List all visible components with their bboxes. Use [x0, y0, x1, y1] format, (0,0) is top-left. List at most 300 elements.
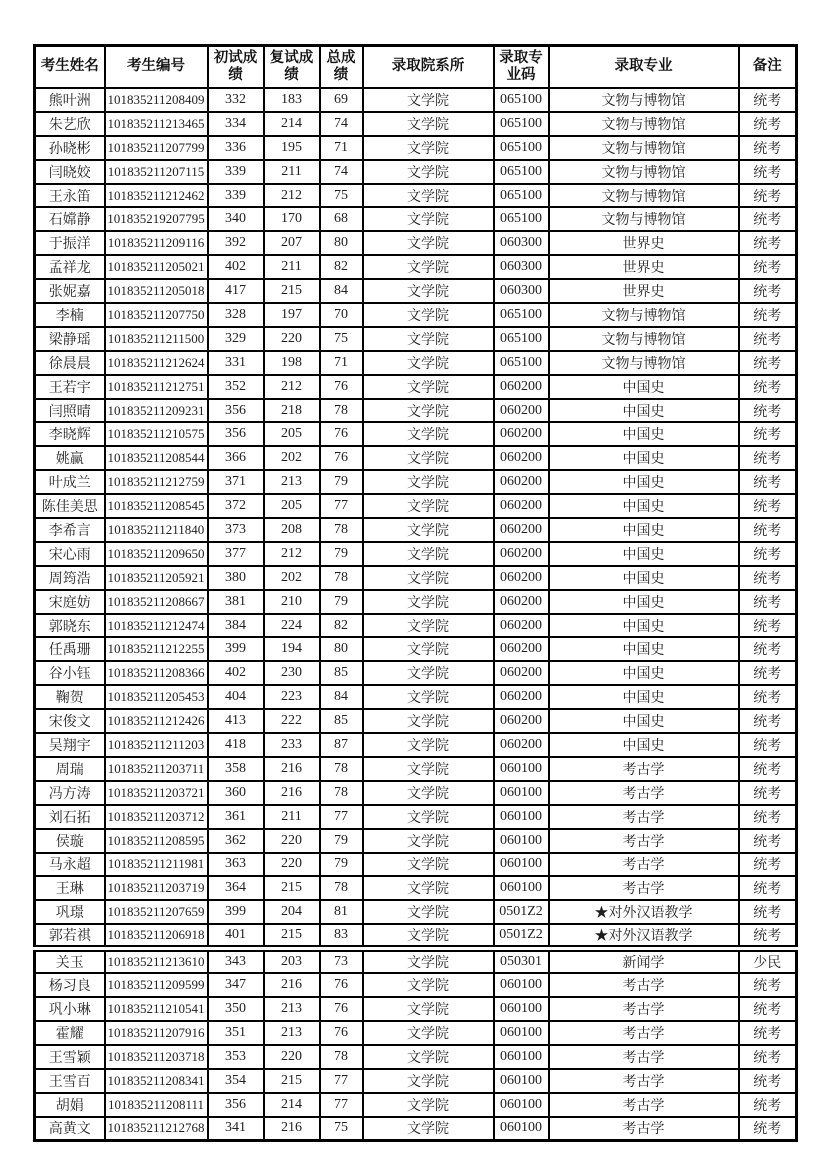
major-code-cell: 065100	[494, 351, 549, 375]
major-code-cell: 060100	[494, 805, 549, 829]
major-code-cell: 060200	[494, 614, 549, 638]
major-name-cell: 考古学	[549, 757, 739, 781]
major-code-cell: 060200	[494, 590, 549, 614]
total-score-cell: 78	[320, 781, 363, 805]
candidate-name-cell: 周筠浩	[35, 566, 105, 590]
admission-department-cell: 文学院	[363, 733, 494, 757]
retest-score-cell: 215	[264, 876, 320, 900]
candidate-name-cell: 朱艺欣	[35, 112, 105, 136]
total-score-cell: 77	[320, 1069, 363, 1093]
remark-cell: 统考	[739, 1045, 797, 1069]
initial-score-cell: 413	[208, 709, 264, 733]
initial-score-cell: 404	[208, 685, 264, 709]
column-header-total-score: 总成绩	[320, 46, 363, 89]
total-score-cell: 75	[320, 1117, 363, 1141]
retest-score-cell: 220	[264, 829, 320, 853]
initial-score-cell: 347	[208, 973, 264, 997]
table-row	[35, 255, 797, 279]
candidate-name-cell: 鞠贺	[35, 685, 105, 709]
remark-cell: 统考	[739, 1117, 797, 1141]
initial-score-cell: 417	[208, 279, 264, 303]
major-name-cell: 文物与博物馆	[549, 327, 739, 351]
major-code-cell: 060200	[494, 542, 549, 566]
initial-score-cell: 402	[208, 661, 264, 685]
major-name-cell: 中国史	[549, 733, 739, 757]
table-row	[35, 566, 797, 590]
column-header-remark: 备注	[739, 46, 797, 89]
total-score-cell: 80	[320, 231, 363, 255]
candidate-name-cell: 姚赢	[35, 446, 105, 470]
remark-cell: 统考	[739, 470, 797, 494]
table-row	[35, 160, 797, 184]
candidate-name-cell: 宋心雨	[35, 542, 105, 566]
initial-score-cell: 354	[208, 1069, 264, 1093]
candidate-id-cell: 101835211208667	[105, 590, 208, 614]
remark-cell: 统考	[739, 924, 797, 949]
initial-score-cell: 332	[208, 88, 264, 112]
table-row	[35, 375, 797, 399]
candidate-id-cell: 101835211205021	[105, 255, 208, 279]
major-code-cell: 060300	[494, 231, 549, 255]
retest-score-cell: 223	[264, 685, 320, 709]
total-score-cell: 85	[320, 661, 363, 685]
remark-cell: 统考	[739, 136, 797, 160]
total-score-cell: 78	[320, 518, 363, 542]
major-name-cell: 中国史	[549, 614, 739, 638]
retest-score-cell: 197	[264, 303, 320, 327]
candidate-id-cell: 101835211203712	[105, 805, 208, 829]
initial-score-cell: 336	[208, 136, 264, 160]
admission-department-cell: 文学院	[363, 973, 494, 997]
table-row	[35, 207, 797, 231]
major-code-cell: 060100	[494, 853, 549, 877]
candidate-name-cell: 徐晨晨	[35, 351, 105, 375]
initial-score-cell: 363	[208, 853, 264, 877]
admission-department-cell: 文学院	[363, 1093, 494, 1117]
table-row	[35, 805, 797, 829]
remark-cell: 统考	[739, 853, 797, 877]
initial-score-cell: 353	[208, 1045, 264, 1069]
initial-score-cell: 358	[208, 757, 264, 781]
major-code-cell: 060200	[494, 733, 549, 757]
remark-cell: 统考	[739, 518, 797, 542]
major-name-cell: 考古学	[549, 1021, 739, 1045]
initial-score-cell: 340	[208, 207, 264, 231]
candidate-name-cell: 孟祥龙	[35, 255, 105, 279]
major-name-cell: 中国史	[549, 399, 739, 423]
major-code-cell: 060200	[494, 494, 549, 518]
candidate-name-cell: 巩小琳	[35, 997, 105, 1021]
total-score-cell: 81	[320, 900, 363, 924]
retest-score-cell: 202	[264, 566, 320, 590]
initial-score-cell: 331	[208, 351, 264, 375]
retest-score-cell: 216	[264, 1117, 320, 1141]
remark-cell: 统考	[739, 876, 797, 900]
initial-score-cell: 402	[208, 255, 264, 279]
retest-score-cell: 211	[264, 805, 320, 829]
table-row	[35, 733, 797, 757]
remark-cell: 统考	[739, 1093, 797, 1117]
candidate-name-cell: 任禹珊	[35, 637, 105, 661]
candidate-id-cell: 101835211207659	[105, 900, 208, 924]
major-code-cell: 060100	[494, 997, 549, 1021]
retest-score-cell: 210	[264, 590, 320, 614]
retest-score-cell: 216	[264, 757, 320, 781]
candidate-id-cell: 101835211208409	[105, 88, 208, 112]
table-row	[35, 949, 797, 974]
total-score-cell: 79	[320, 853, 363, 877]
major-name-cell: 文物与博物馆	[549, 351, 739, 375]
candidate-name-cell: 谷小钰	[35, 661, 105, 685]
major-name-cell: 世界史	[549, 231, 739, 255]
candidate-id-cell: 101835211212768	[105, 1117, 208, 1141]
major-name-cell: 文物与博物馆	[549, 136, 739, 160]
admission-department-cell: 文学院	[363, 279, 494, 303]
total-score-cell: 76	[320, 446, 363, 470]
candidate-name-cell: 陈佳美思	[35, 494, 105, 518]
total-score-cell: 73	[320, 949, 363, 974]
initial-score-cell: 399	[208, 637, 264, 661]
admission-department-cell: 文学院	[363, 829, 494, 853]
total-score-cell: 78	[320, 399, 363, 423]
column-header-major-name: 录取专业	[549, 46, 739, 89]
major-name-cell: 中国史	[549, 566, 739, 590]
initial-score-cell: 380	[208, 566, 264, 590]
retest-score-cell: 214	[264, 1093, 320, 1117]
retest-score-cell: 213	[264, 1021, 320, 1045]
major-name-cell: 中国史	[549, 685, 739, 709]
table-row	[35, 1117, 797, 1141]
retest-score-cell: 233	[264, 733, 320, 757]
major-name-cell: 中国史	[549, 375, 739, 399]
major-code-cell: 060200	[494, 709, 549, 733]
candidate-id-cell: 101835211208545	[105, 494, 208, 518]
total-score-cell: 78	[320, 876, 363, 900]
candidate-id-cell: 101835211207750	[105, 303, 208, 327]
admission-department-cell: 文学院	[363, 446, 494, 470]
initial-score-cell: 356	[208, 422, 264, 446]
table-header	[35, 46, 797, 89]
remark-cell: 统考	[739, 494, 797, 518]
remark-cell: 统考	[739, 566, 797, 590]
major-name-cell: 世界史	[549, 255, 739, 279]
candidate-name-cell: 郭晓东	[35, 614, 105, 638]
candidate-name-cell: 李希言	[35, 518, 105, 542]
table-row	[35, 351, 797, 375]
total-score-cell: 79	[320, 470, 363, 494]
admission-department-cell: 文学院	[363, 351, 494, 375]
candidate-id-cell: 101835211211840	[105, 518, 208, 542]
table-row	[35, 518, 797, 542]
column-header-initial-score: 初试成绩	[208, 46, 264, 89]
admission-department-cell: 文学院	[363, 1045, 494, 1069]
retest-score-cell: 230	[264, 661, 320, 685]
remark-cell: 统考	[739, 997, 797, 1021]
table-row	[35, 661, 797, 685]
column-header-retest-score: 复试成绩	[264, 46, 320, 89]
major-code-cell: 060100	[494, 1045, 549, 1069]
remark-cell: 统考	[739, 184, 797, 208]
total-score-cell: 74	[320, 112, 363, 136]
remark-cell: 统考	[739, 279, 797, 303]
remark-cell: 少民	[739, 949, 797, 974]
candidate-name-cell: 王雪颖	[35, 1045, 105, 1069]
major-code-cell: 060200	[494, 446, 549, 470]
major-code-cell: 065100	[494, 303, 549, 327]
total-score-cell: 68	[320, 207, 363, 231]
major-name-cell: 文物与博物馆	[549, 184, 739, 208]
retest-score-cell: 222	[264, 709, 320, 733]
admission-department-cell: 文学院	[363, 542, 494, 566]
remark-cell: 统考	[739, 1069, 797, 1093]
table-row	[35, 685, 797, 709]
candidate-id-cell: 101835211208341	[105, 1069, 208, 1093]
total-score-cell: 82	[320, 614, 363, 638]
candidate-id-cell: 101835211212462	[105, 184, 208, 208]
candidate-name-cell: 闫晓姣	[35, 160, 105, 184]
major-name-cell: 中国史	[549, 637, 739, 661]
retest-score-cell: 203	[264, 949, 320, 974]
candidate-name-cell: 孙晓彬	[35, 136, 105, 160]
major-name-cell: 考古学	[549, 973, 739, 997]
major-code-cell: 065100	[494, 112, 549, 136]
candidate-name-cell: 关玉	[35, 949, 105, 974]
admission-department-cell: 文学院	[363, 470, 494, 494]
table-row	[35, 614, 797, 638]
candidate-name-cell: 宋俊文	[35, 709, 105, 733]
initial-score-cell: 361	[208, 805, 264, 829]
major-code-cell: 060200	[494, 637, 549, 661]
major-name-cell: 考古学	[549, 1069, 739, 1093]
total-score-cell: 84	[320, 279, 363, 303]
major-name-cell: 文物与博物馆	[549, 160, 739, 184]
table-row	[35, 829, 797, 853]
major-name-cell: 考古学	[549, 781, 739, 805]
total-score-cell: 71	[320, 136, 363, 160]
table-body	[35, 88, 797, 1140]
candidate-name-cell: 梁静瑶	[35, 327, 105, 351]
total-score-cell: 76	[320, 973, 363, 997]
column-header-candidate-id: 考生编号	[105, 46, 208, 89]
initial-score-cell: 401	[208, 924, 264, 949]
candidate-name-cell: 张妮嘉	[35, 279, 105, 303]
major-name-cell: 考古学	[549, 1117, 739, 1141]
column-header-major-code: 录取专业码	[494, 46, 549, 89]
table-row	[35, 112, 797, 136]
candidate-id-cell: 101835211207916	[105, 1021, 208, 1045]
candidate-id-cell: 101835211210541	[105, 997, 208, 1021]
admission-department-cell: 文学院	[363, 399, 494, 423]
initial-score-cell: 329	[208, 327, 264, 351]
candidate-name-cell: 巩璟	[35, 900, 105, 924]
candidate-name-cell: 叶成兰	[35, 470, 105, 494]
major-code-cell: 060100	[494, 1117, 549, 1141]
header-row	[35, 46, 797, 89]
total-score-cell: 77	[320, 805, 363, 829]
admission-department-cell: 文学院	[363, 900, 494, 924]
candidate-name-cell: 冯方涛	[35, 781, 105, 805]
admission-department-cell: 文学院	[363, 231, 494, 255]
admission-department-cell: 文学院	[363, 207, 494, 231]
total-score-cell: 78	[320, 1045, 363, 1069]
major-code-cell: 060100	[494, 1021, 549, 1045]
total-score-cell: 74	[320, 160, 363, 184]
candidate-name-cell: 王永笛	[35, 184, 105, 208]
admission-results-table	[33, 44, 798, 1142]
retest-score-cell: 212	[264, 542, 320, 566]
candidate-name-cell: 郭若祺	[35, 924, 105, 949]
initial-score-cell: 343	[208, 949, 264, 974]
table-row	[35, 1093, 797, 1117]
retest-score-cell: 202	[264, 446, 320, 470]
candidate-id-cell: 101835211203719	[105, 876, 208, 900]
total-score-cell: 76	[320, 1021, 363, 1045]
remark-cell: 统考	[739, 614, 797, 638]
table-row	[35, 757, 797, 781]
total-score-cell: 85	[320, 709, 363, 733]
remark-cell: 统考	[739, 733, 797, 757]
admission-department-cell: 文学院	[363, 876, 494, 900]
admission-department-cell: 文学院	[363, 518, 494, 542]
table-row	[35, 973, 797, 997]
major-code-cell: 060200	[494, 375, 549, 399]
admission-department-cell: 文学院	[363, 685, 494, 709]
table-row	[35, 876, 797, 900]
retest-score-cell: 208	[264, 518, 320, 542]
retest-score-cell: 211	[264, 160, 320, 184]
total-score-cell: 78	[320, 757, 363, 781]
remark-cell: 统考	[739, 112, 797, 136]
major-name-cell: 中国史	[549, 518, 739, 542]
retest-score-cell: 215	[264, 924, 320, 949]
major-code-cell: 060200	[494, 399, 549, 423]
remark-cell: 统考	[739, 637, 797, 661]
major-name-cell: 文物与博物馆	[549, 88, 739, 112]
initial-score-cell: 352	[208, 375, 264, 399]
candidate-id-cell: 101835211208111	[105, 1093, 208, 1117]
remark-cell: 统考	[739, 805, 797, 829]
total-score-cell: 79	[320, 542, 363, 566]
retest-score-cell: 212	[264, 375, 320, 399]
total-score-cell: 75	[320, 327, 363, 351]
initial-score-cell: 418	[208, 733, 264, 757]
candidate-name-cell: 周瑞	[35, 757, 105, 781]
candidate-name-cell: 闫照晴	[35, 399, 105, 423]
candidate-id-cell: 101835211213610	[105, 949, 208, 974]
column-header-candidate-name: 考生姓名	[35, 46, 105, 89]
candidate-id-cell: 101835211209231	[105, 399, 208, 423]
candidate-name-cell: 马永超	[35, 853, 105, 877]
total-score-cell: 75	[320, 184, 363, 208]
retest-score-cell: 207	[264, 231, 320, 255]
initial-score-cell: 339	[208, 160, 264, 184]
table-row	[35, 494, 797, 518]
candidate-name-cell: 石嫦静	[35, 207, 105, 231]
major-name-cell: 中国史	[549, 590, 739, 614]
candidate-id-cell: 101835211209599	[105, 973, 208, 997]
total-score-cell: 80	[320, 637, 363, 661]
table-row	[35, 136, 797, 160]
major-name-cell: 中国史	[549, 422, 739, 446]
major-code-cell: 060100	[494, 973, 549, 997]
major-name-cell: 中国史	[549, 470, 739, 494]
retest-score-cell: 212	[264, 184, 320, 208]
major-code-cell: 0501Z2	[494, 924, 549, 949]
admission-department-cell: 文学院	[363, 303, 494, 327]
major-code-cell: 060100	[494, 757, 549, 781]
table-row	[35, 853, 797, 877]
candidate-name-cell: 侯璇	[35, 829, 105, 853]
candidate-id-cell: 101835211212426	[105, 709, 208, 733]
candidate-id-cell: 101835211209116	[105, 231, 208, 255]
admission-department-cell: 文学院	[363, 924, 494, 949]
major-code-cell: 060200	[494, 661, 549, 685]
admission-department-cell: 文学院	[363, 709, 494, 733]
major-code-cell: 060200	[494, 422, 549, 446]
table-row	[35, 303, 797, 327]
candidate-id-cell: 101835211210575	[105, 422, 208, 446]
initial-score-cell: 334	[208, 112, 264, 136]
candidate-name-cell: 王雪百	[35, 1069, 105, 1093]
admission-department-cell: 文学院	[363, 494, 494, 518]
major-code-cell: 065100	[494, 207, 549, 231]
remark-cell: 统考	[739, 1021, 797, 1045]
candidate-name-cell: 王琳	[35, 876, 105, 900]
total-score-cell: 78	[320, 566, 363, 590]
candidate-id-cell: 101835211208595	[105, 829, 208, 853]
admission-department-cell: 文学院	[363, 184, 494, 208]
candidate-id-cell: 101835211205921	[105, 566, 208, 590]
major-name-cell: 中国史	[549, 446, 739, 470]
table-row	[35, 1045, 797, 1069]
table-row	[35, 900, 797, 924]
initial-score-cell: 392	[208, 231, 264, 255]
retest-score-cell: 220	[264, 853, 320, 877]
retest-score-cell: 220	[264, 327, 320, 351]
candidate-id-cell: 101835211205018	[105, 279, 208, 303]
major-name-cell: 考古学	[549, 829, 739, 853]
admission-department-cell: 文学院	[363, 1117, 494, 1141]
major-name-cell: 考古学	[549, 1093, 739, 1117]
remark-cell: 统考	[739, 375, 797, 399]
retest-score-cell: 220	[264, 1045, 320, 1069]
admission-department-cell: 文学院	[363, 327, 494, 351]
table-row	[35, 279, 797, 303]
retest-score-cell: 211	[264, 255, 320, 279]
major-name-cell: 文物与博物馆	[549, 303, 739, 327]
remark-cell: 统考	[739, 590, 797, 614]
total-score-cell: 76	[320, 997, 363, 1021]
remark-cell: 统考	[739, 709, 797, 733]
remark-cell: 统考	[739, 781, 797, 805]
remark-cell: 统考	[739, 255, 797, 279]
retest-score-cell: 224	[264, 614, 320, 638]
major-name-cell: ★对外汉语教学	[549, 900, 739, 924]
initial-score-cell: 364	[208, 876, 264, 900]
candidate-name-cell: 宋庭妨	[35, 590, 105, 614]
table-row	[35, 997, 797, 1021]
candidate-id-cell: 101835211211981	[105, 853, 208, 877]
major-name-cell: 中国史	[549, 542, 739, 566]
remark-cell: 统考	[739, 160, 797, 184]
major-name-cell: 新闻学	[549, 949, 739, 974]
initial-score-cell: 381	[208, 590, 264, 614]
admission-department-cell: 文学院	[363, 997, 494, 1021]
total-score-cell: 83	[320, 924, 363, 949]
retest-score-cell: 216	[264, 781, 320, 805]
admission-department-cell: 文学院	[363, 1021, 494, 1045]
table-row	[35, 446, 797, 470]
